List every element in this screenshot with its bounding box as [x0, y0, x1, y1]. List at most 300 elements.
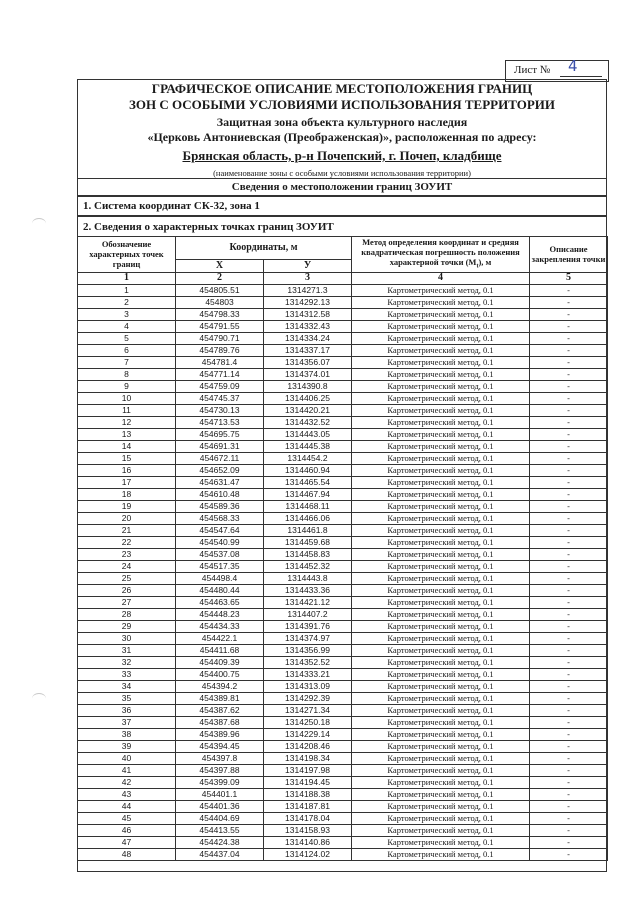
cell-point: 3 [78, 308, 176, 320]
cell-point: 37 [78, 716, 176, 728]
cell-x: 454413.55 [176, 824, 264, 836]
subtitle-line-2: «Церковь Антониевская (Преображенская)», расположенная по адресу: [147, 130, 537, 144]
cell-y: 1314124.02 [264, 848, 352, 860]
cell-y: 1314374.01 [264, 368, 352, 380]
cell-point: 2 [78, 296, 176, 308]
cell-y: 1314271.34 [264, 704, 352, 716]
cell-desc: - [530, 728, 608, 740]
cell-x: 454652.09 [176, 464, 264, 476]
subtitle-line-1: Защитная зона объекта культурного наследия [216, 115, 468, 129]
cell-x: 454448.23 [176, 608, 264, 620]
cell-point: 22 [78, 536, 176, 548]
cell-method: Картометрический метод, 0.1 [352, 488, 530, 500]
cell-y: 1314390.8 [264, 380, 352, 392]
cell-point: 32 [78, 656, 176, 668]
cell-desc: - [530, 692, 608, 704]
table-row [78, 500, 608, 512]
table-row [78, 752, 608, 764]
cell-x: 454480.44 [176, 584, 264, 596]
cell-desc: - [530, 752, 608, 764]
cell-point: 39 [78, 740, 176, 752]
cell-method: Картометрический метод, 0.1 [352, 344, 530, 356]
cell-y: 1314158.93 [264, 824, 352, 836]
table-row [78, 536, 608, 548]
cell-y: 1314352.52 [264, 656, 352, 668]
cell-desc: - [530, 320, 608, 332]
cell-point: 47 [78, 836, 176, 848]
cell-point: 26 [78, 584, 176, 596]
cell-point: 34 [78, 680, 176, 692]
cell-x: 454540.99 [176, 536, 264, 548]
cell-method: Картометрический метод, 0.1 [352, 308, 530, 320]
table-row [78, 404, 608, 416]
cell-point: 12 [78, 416, 176, 428]
cell-x: 454411.68 [176, 644, 264, 656]
sheet-number: 4 [568, 57, 578, 75]
cell-x: 454404.69 [176, 812, 264, 824]
cell-x: 454547.64 [176, 524, 264, 536]
table-row [78, 320, 608, 332]
cell-y: 1314140.86 [264, 836, 352, 848]
col-method-header [352, 237, 530, 273]
cell-point: 44 [78, 800, 176, 812]
cell-y: 1314466.06 [264, 512, 352, 524]
cell-point: 40 [78, 752, 176, 764]
cell-x: 454759.09 [176, 380, 264, 392]
cell-method: Картометрический метод, 0.1 [352, 740, 530, 752]
cell-x: 454401.1 [176, 788, 264, 800]
table-row [78, 284, 608, 296]
cell-point: 45 [78, 812, 176, 824]
table-row [78, 416, 608, 428]
cell-method: Картометрический метод, 0.1 [352, 752, 530, 764]
cell-y: 1314194.45 [264, 776, 352, 788]
cell-method: Картометрический метод, 0.1 [352, 380, 530, 392]
cell-x: 454771.14 [176, 368, 264, 380]
cell-method: Картометрический метод, 0.1 [352, 644, 530, 656]
cell-desc: - [530, 284, 608, 296]
table-row [78, 524, 608, 536]
cell-y: 1314337.17 [264, 344, 352, 356]
cell-y: 1314421.12 [264, 596, 352, 608]
cell-y: 1314292.13 [264, 296, 352, 308]
cell-point: 23 [78, 548, 176, 560]
cell-y: 1314433.36 [264, 584, 352, 596]
table-row [78, 308, 608, 320]
cell-method: Картометрический метод, 0.1 [352, 500, 530, 512]
cell-method: Картометрический метод, 0.1 [352, 548, 530, 560]
cell-point: 7 [78, 356, 176, 368]
table-row [78, 332, 608, 344]
cell-desc: - [530, 644, 608, 656]
cell-point: 18 [78, 488, 176, 500]
cell-point: 14 [78, 440, 176, 452]
col-num-2: 2 [176, 272, 264, 284]
cell-point: 36 [78, 704, 176, 716]
cell-desc: - [530, 476, 608, 488]
cell-y: 1314460.94 [264, 464, 352, 476]
table-row [78, 824, 608, 836]
cell-y: 1314188.38 [264, 788, 352, 800]
table-row [78, 380, 608, 392]
table-row [78, 740, 608, 752]
cell-y: 1314198.34 [264, 752, 352, 764]
cell-y: 1314356.07 [264, 356, 352, 368]
col-num-4: 4 [352, 272, 530, 284]
cell-point: 48 [78, 848, 176, 860]
cell-x: 454389.81 [176, 692, 264, 704]
col-y-header: У [264, 259, 352, 272]
cell-method: Картометрический метод, 0.1 [352, 620, 530, 632]
cell-desc: - [530, 548, 608, 560]
cell-method: Картометрический метод, 0.1 [352, 776, 530, 788]
cell-y: 1314407.2 [264, 608, 352, 620]
cell-desc: - [530, 608, 608, 620]
cell-y: 1314333.21 [264, 668, 352, 680]
cell-point: 6 [78, 344, 176, 356]
cell-y: 1314356.99 [264, 644, 352, 656]
cell-x: 454803 [176, 296, 264, 308]
cell-x: 454589.36 [176, 500, 264, 512]
col-num-5: 5 [530, 272, 608, 284]
cell-point: 10 [78, 392, 176, 404]
cell-x: 454422.1 [176, 632, 264, 644]
cell-y: 1314271.3 [264, 284, 352, 296]
cell-y: 1314454.2 [264, 452, 352, 464]
cell-point: 42 [78, 776, 176, 788]
table-row [78, 452, 608, 464]
cell-method: Картометрический метод, 0.1 [352, 404, 530, 416]
col-desc-header: Описание закрепления точки [530, 237, 608, 273]
cell-point: 28 [78, 608, 176, 620]
cell-method: Картометрический метод, 0.1 [352, 284, 530, 296]
cell-x: 454730.13 [176, 404, 264, 416]
cell-method: Картометрический метод, 0.1 [352, 848, 530, 860]
cell-point: 31 [78, 644, 176, 656]
cell-desc: - [530, 536, 608, 548]
cell-desc: - [530, 344, 608, 356]
cell-x: 454695.75 [176, 428, 264, 440]
table-row [78, 728, 608, 740]
cell-x: 454463.65 [176, 596, 264, 608]
table-row [78, 548, 608, 560]
cell-point: 24 [78, 560, 176, 572]
cell-x: 454387.68 [176, 716, 264, 728]
cell-method: Картометрический метод, 0.1 [352, 632, 530, 644]
table-body [78, 284, 608, 860]
table-row [78, 716, 608, 728]
cell-y: 1314443.8 [264, 572, 352, 584]
address-line [77, 148, 607, 164]
cell-desc: - [530, 308, 608, 320]
cell-y: 1314459.68 [264, 536, 352, 548]
cell-method: Картометрический метод, 0.1 [352, 452, 530, 464]
table-row [78, 836, 608, 848]
cell-x: 454498.4 [176, 572, 264, 584]
table-row [78, 344, 608, 356]
cell-method: Картометрический метод, 0.1 [352, 572, 530, 584]
cell-x: 454672.11 [176, 452, 264, 464]
cell-point: 9 [78, 380, 176, 392]
cell-y: 1314208.46 [264, 740, 352, 752]
table-row [78, 560, 608, 572]
col-num-3: 3 [264, 272, 352, 284]
cell-x: 454537.08 [176, 548, 264, 560]
cell-y: 1314406.25 [264, 392, 352, 404]
cell-point: 17 [78, 476, 176, 488]
col-x-header: X [176, 259, 264, 272]
cell-desc: - [530, 488, 608, 500]
col-method-end: ), м [478, 257, 492, 267]
cell-method: Картометрический метод, 0.1 [352, 800, 530, 812]
table-row [78, 668, 608, 680]
cell-x: 454789.76 [176, 344, 264, 356]
col-method-sub: t [476, 263, 479, 270]
cell-x: 454397.88 [176, 764, 264, 776]
table-row [78, 368, 608, 380]
table-row [78, 296, 608, 308]
cell-desc: - [530, 800, 608, 812]
cell-method: Картометрический метод, 0.1 [352, 824, 530, 836]
cell-method: Картометрический метод, 0.1 [352, 464, 530, 476]
cell-desc: - [530, 764, 608, 776]
table-row [78, 392, 608, 404]
cell-y: 1314292.39 [264, 692, 352, 704]
zone-caption: (наименование зоны с особыми условиями использования территории) [213, 168, 471, 178]
cell-method: Картометрический метод, 0.1 [352, 524, 530, 536]
cell-method: Картометрический метод, 0.1 [352, 596, 530, 608]
cell-y: 1314178.04 [264, 812, 352, 824]
table-row [78, 512, 608, 524]
cell-desc: - [530, 464, 608, 476]
cell-point: 21 [78, 524, 176, 536]
cell-y: 1314313.09 [264, 680, 352, 692]
cell-y: 1314465.54 [264, 476, 352, 488]
cell-y: 1314312.58 [264, 308, 352, 320]
cell-desc: - [530, 596, 608, 608]
cell-x: 454401.36 [176, 800, 264, 812]
cell-method: Картометрический метод, 0.1 [352, 692, 530, 704]
cell-method: Картометрический метод, 0.1 [352, 320, 530, 332]
cell-desc: - [530, 824, 608, 836]
cell-point: 35 [78, 692, 176, 704]
cell-method: Картометрический метод, 0.1 [352, 428, 530, 440]
cell-desc: - [530, 500, 608, 512]
cell-desc: - [530, 584, 608, 596]
points-section-title: 2. Сведения о характерных точках границ ЗОУИТ [77, 215, 607, 236]
cell-desc: - [530, 620, 608, 632]
cell-method: Картометрический метод, 0.1 [352, 584, 530, 596]
cell-method: Картометрический метод, 0.1 [352, 536, 530, 548]
table-row [78, 644, 608, 656]
cell-point: 27 [78, 596, 176, 608]
cell-x: 454424.38 [176, 836, 264, 848]
cell-method: Картометрический метод, 0.1 [352, 716, 530, 728]
cell-desc: - [530, 404, 608, 416]
table-row [78, 632, 608, 644]
table-numbering-row [78, 272, 608, 284]
cell-y: 1314250.18 [264, 716, 352, 728]
cell-point: 41 [78, 764, 176, 776]
cell-x: 454394.2 [176, 680, 264, 692]
cell-desc: - [530, 524, 608, 536]
punch-hole-mark [32, 693, 46, 704]
cell-method: Картометрический метод, 0.1 [352, 704, 530, 716]
table-row [78, 620, 608, 632]
boundary-points-table [77, 236, 608, 861]
cell-x: 454610.48 [176, 488, 264, 500]
col-point-header: Обозначение характерных точек границ [78, 237, 176, 273]
cell-method: Картометрический метод, 0.1 [352, 560, 530, 572]
table-row [78, 776, 608, 788]
cell-y: 1314334.24 [264, 332, 352, 344]
cell-y: 1314452.32 [264, 560, 352, 572]
cell-x: 454791.55 [176, 320, 264, 332]
cell-desc: - [530, 560, 608, 572]
title-line-1: ГРАФИЧЕСКОЕ ОПИСАНИЕ МЕСТОПОЛОЖЕНИЯ ГРАНИЦ [151, 81, 533, 96]
cell-y: 1314187.81 [264, 800, 352, 812]
cell-desc: - [530, 776, 608, 788]
cell-x: 454387.62 [176, 704, 264, 716]
section-title: Сведения о местоположении границ ЗОУИТ [77, 178, 607, 195]
cell-method: Картометрический метод, 0.1 [352, 656, 530, 668]
cell-x: 454691.31 [176, 440, 264, 452]
cell-point: 8 [78, 368, 176, 380]
cell-x: 454434.33 [176, 620, 264, 632]
cell-desc: - [530, 512, 608, 524]
cell-point: 4 [78, 320, 176, 332]
col-coords-header: Координаты, м [176, 237, 352, 260]
cell-y: 1314197.98 [264, 764, 352, 776]
cell-desc: - [530, 656, 608, 668]
punch-hole-mark [32, 218, 46, 229]
cell-point: 5 [78, 332, 176, 344]
cell-desc: - [530, 440, 608, 452]
cell-y: 1314445.38 [264, 440, 352, 452]
cell-x: 454745.37 [176, 392, 264, 404]
cell-x: 454631.47 [176, 476, 264, 488]
cell-y: 1314461.8 [264, 524, 352, 536]
cell-x: 454568.33 [176, 512, 264, 524]
table-row [78, 488, 608, 500]
cell-point: 33 [78, 668, 176, 680]
sheet-underline [560, 76, 602, 77]
cell-point: 19 [78, 500, 176, 512]
col-num-1: 1 [78, 272, 176, 284]
cell-y: 1314458.83 [264, 548, 352, 560]
table-row [78, 440, 608, 452]
cell-point: 1 [78, 284, 176, 296]
cell-y: 1314432.52 [264, 416, 352, 428]
cell-method: Картометрический метод, 0.1 [352, 680, 530, 692]
cell-desc: - [530, 812, 608, 824]
table-row [78, 464, 608, 476]
table-row [78, 848, 608, 860]
table-row [78, 800, 608, 812]
table-row [78, 596, 608, 608]
table-row [78, 428, 608, 440]
cell-method: Картометрический метод, 0.1 [352, 332, 530, 344]
cell-desc: - [530, 332, 608, 344]
table-row [78, 692, 608, 704]
cell-method: Картометрический метод, 0.1 [352, 368, 530, 380]
cell-y: 1314468.11 [264, 500, 352, 512]
table-row [78, 476, 608, 488]
cell-point: 46 [78, 824, 176, 836]
cell-x: 454397.8 [176, 752, 264, 764]
cell-method: Картометрический метод, 0.1 [352, 356, 530, 368]
cell-point: 15 [78, 452, 176, 464]
cell-x: 454713.53 [176, 416, 264, 428]
cell-point: 38 [78, 728, 176, 740]
table-row [78, 680, 608, 692]
coordinate-system: 1. Система координат СК-32, зона 1 [77, 195, 607, 215]
cell-x: 454389.96 [176, 728, 264, 740]
table-row [78, 572, 608, 584]
cell-method: Картометрический метод, 0.1 [352, 512, 530, 524]
cell-method: Картометрический метод, 0.1 [352, 392, 530, 404]
cell-method: Картометрический метод, 0.1 [352, 440, 530, 452]
cell-x: 454805.51 [176, 284, 264, 296]
cell-desc: - [530, 428, 608, 440]
cell-method: Картометрический метод, 0.1 [352, 416, 530, 428]
table-header-row [78, 237, 608, 260]
cell-desc: - [530, 740, 608, 752]
cell-y: 1314467.94 [264, 488, 352, 500]
table-row [78, 788, 608, 800]
cell-y: 1314420.21 [264, 404, 352, 416]
table-row [78, 608, 608, 620]
table-row [78, 656, 608, 668]
cell-method: Картометрический метод, 0.1 [352, 476, 530, 488]
cell-point: 30 [78, 632, 176, 644]
cell-desc: - [530, 572, 608, 584]
cell-y: 1314391.76 [264, 620, 352, 632]
cell-point: 16 [78, 464, 176, 476]
table-row [78, 812, 608, 824]
col-method-text: Метод определения координат и средняя квадратическая погрешность положения характерной точки (М [361, 237, 520, 267]
document-header [77, 81, 607, 178]
cell-x: 454409.39 [176, 656, 264, 668]
cell-desc: - [530, 848, 608, 860]
cell-x: 454400.75 [176, 668, 264, 680]
sheet-label: Лист № [514, 64, 551, 76]
cell-x: 454790.71 [176, 332, 264, 344]
cell-point: 43 [78, 788, 176, 800]
cell-method: Картометрический метод, 0.1 [352, 728, 530, 740]
cell-y: 1314374.97 [264, 632, 352, 644]
cell-x: 454437.04 [176, 848, 264, 860]
cell-method: Картометрический метод, 0.1 [352, 764, 530, 776]
cell-desc: - [530, 668, 608, 680]
cell-desc: - [530, 452, 608, 464]
cell-x: 454394.45 [176, 740, 264, 752]
cell-point: 29 [78, 620, 176, 632]
cell-method: Картометрический метод, 0.1 [352, 608, 530, 620]
cell-method: Картометрический метод, 0.1 [352, 668, 530, 680]
cell-point: 20 [78, 512, 176, 524]
cell-desc: - [530, 788, 608, 800]
cell-x: 454517.35 [176, 560, 264, 572]
table-row [78, 356, 608, 368]
table-row [78, 584, 608, 596]
table-row [78, 764, 608, 776]
cell-y: 1314229.14 [264, 728, 352, 740]
cell-x: 454399.09 [176, 776, 264, 788]
table-row [78, 704, 608, 716]
cell-point: 13 [78, 428, 176, 440]
cell-desc: - [530, 356, 608, 368]
